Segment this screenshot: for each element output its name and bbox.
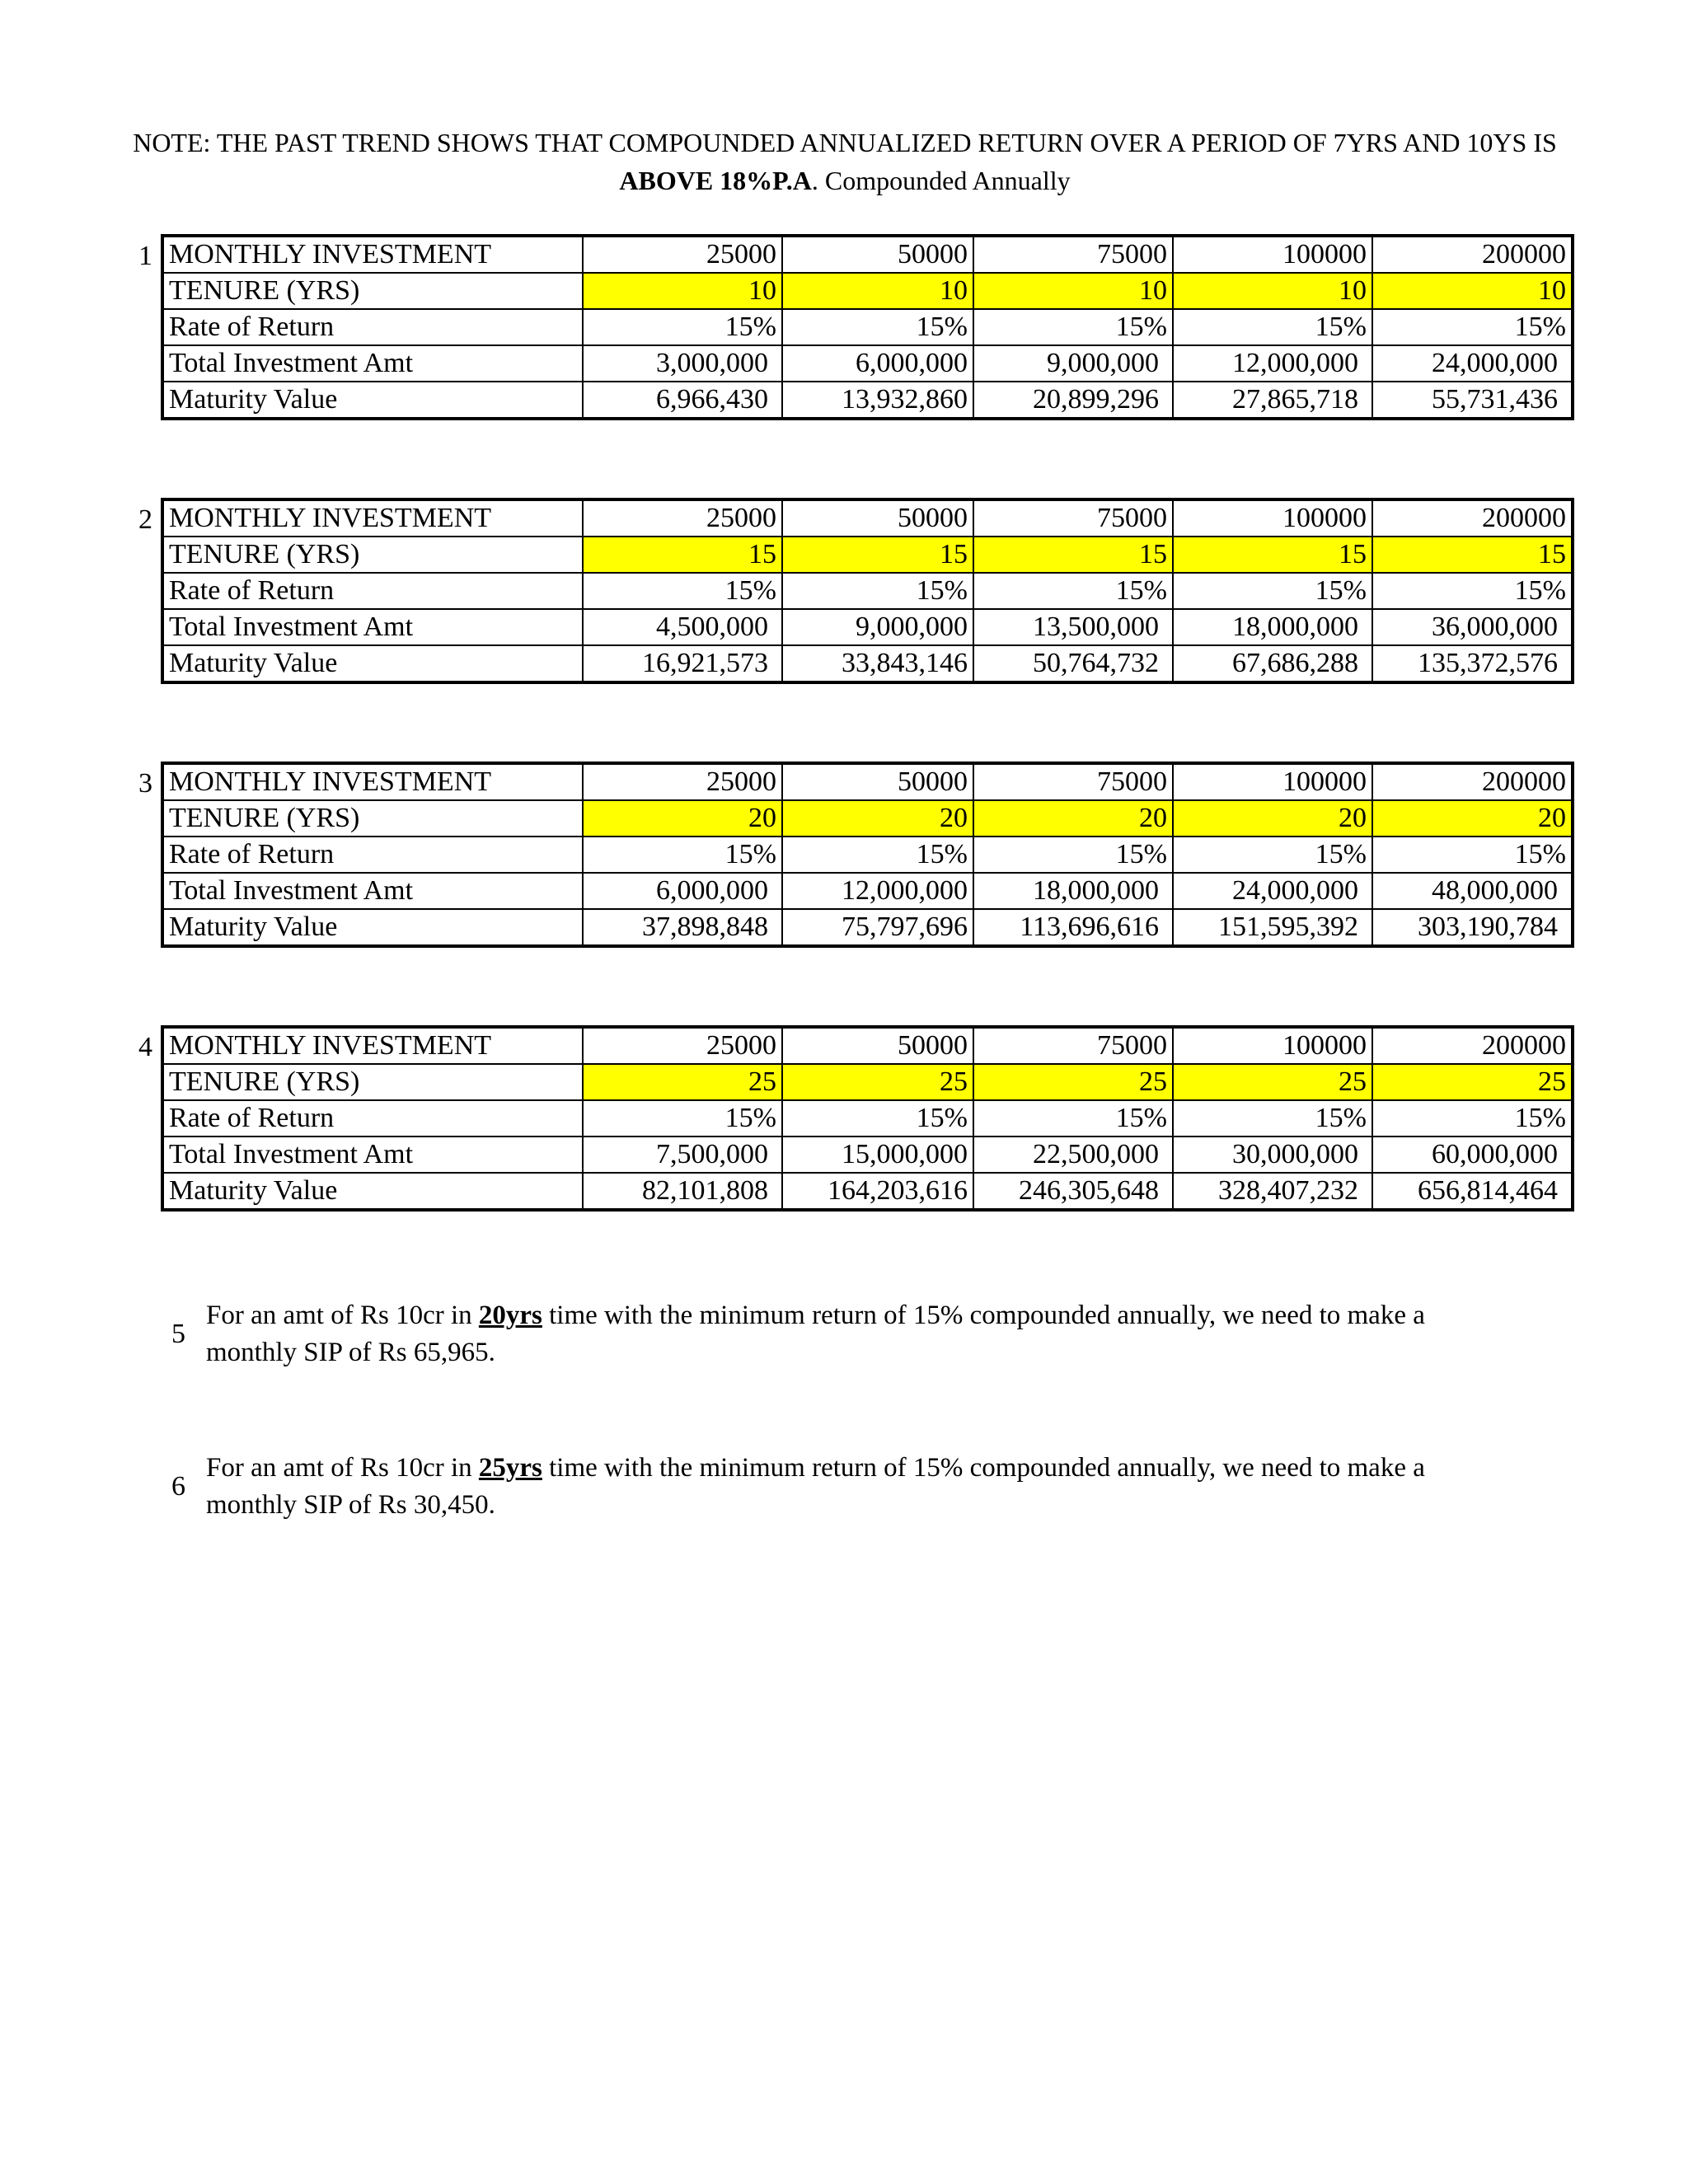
cell: 15% [973,573,1173,609]
cell: 15% [583,1100,782,1137]
row-label: Total Investment Amt [162,1137,583,1173]
cell: 60,000,000 [1372,1137,1573,1173]
cell: 9,000,000 [782,609,973,645]
cell: 200000 [1372,236,1573,273]
row-label: Total Investment Amt [162,345,583,382]
investment-table-1 [138,234,1574,420]
cell: 4,500,000 [583,609,782,645]
cell: 15 [782,537,973,573]
row-tenure [162,1064,1573,1100]
cell: 18,000,000 [1173,609,1372,645]
row-total-investment [162,1137,1573,1173]
row-rate-of-return [162,309,1573,345]
cell: 24,000,000 [1372,345,1573,382]
cell: 10 [583,273,782,309]
cell: 13,500,000 [973,609,1173,645]
row-label: Rate of Return [162,573,583,609]
cell: 135,372,576 [1372,645,1573,682]
para-text-after: time with the minimum return of 15% compounded annually, we need to make a monthly SIP of Rs 30,450. [206,1453,1425,1520]
cell: 75000 [973,499,1173,537]
row-label: Total Investment Amt [162,873,583,909]
cell: 15% [583,573,782,609]
row-rate-of-return [162,1100,1573,1137]
cell: 3,000,000 [583,345,782,382]
cell: 20 [973,800,1173,837]
cell: 30,000,000 [1173,1137,1372,1173]
cell: 50000 [782,1027,973,1064]
cell: 20 [782,800,973,837]
row-label: Total Investment Amt [162,609,583,645]
cell: 246,305,648 [973,1173,1173,1210]
cell: 25 [583,1064,782,1100]
cell: 10 [782,273,973,309]
cell: 10 [973,273,1173,309]
row-label: Maturity Value [162,909,583,946]
row-tenure [162,537,1573,573]
cell: 36,000,000 [1372,609,1573,645]
row-label: Rate of Return [162,309,583,345]
cell: 15% [1372,309,1573,345]
cell: 75000 [973,236,1173,273]
row-label: MONTHLY INVESTMENT [162,763,583,800]
cell: 24,000,000 [1173,873,1372,909]
cell: 15 [1372,537,1573,573]
cell: 25000 [583,236,782,273]
row-total-investment [162,609,1573,645]
cell: 15% [1173,837,1372,873]
cell: 15% [973,837,1173,873]
row-total-investment [162,873,1573,909]
cell: 20,899,296 [973,382,1173,419]
cell: 37,898,848 [583,909,782,946]
cell: 25000 [583,499,782,537]
cell: 55,731,436 [1372,382,1573,419]
row-label: TENURE (YRS) [162,273,583,309]
cell: 25000 [583,1027,782,1064]
cell: 15% [1372,1100,1573,1137]
para-number: 5 [171,1319,185,1349]
cell: 20 [583,800,782,837]
cell: 100000 [1173,499,1372,537]
row-label: TENURE (YRS) [162,1064,583,1100]
row-monthly-investment [162,763,1573,800]
cell: 25 [973,1064,1173,1100]
row-label: Rate of Return [162,1100,583,1137]
table-number: 4 [138,1032,152,1062]
cell: 82,101,808 [583,1173,782,1210]
cell: 12,000,000 [782,873,973,909]
row-label: TENURE (YRS) [162,537,583,573]
cell: 22,500,000 [973,1137,1173,1173]
table-number: 2 [138,504,152,535]
row-maturity-value [162,645,1573,682]
cell: 100000 [1173,1027,1372,1064]
cell: 48,000,000 [1372,873,1573,909]
para-text-before: For an amt of Rs 10cr in [206,1301,479,1330]
cell: 25 [1173,1064,1372,1100]
cell: 100000 [1173,763,1372,800]
investment-table-2 [138,498,1574,684]
cell: 75000 [973,763,1173,800]
cell: 25 [782,1064,973,1100]
investment-table-4 [138,1025,1574,1212]
sip-note-25yrs [171,1450,1442,1524]
row-maturity-value [162,1173,1573,1210]
cell: 15% [782,837,973,873]
cell: 15% [973,1100,1173,1137]
cell: 151,595,392 [1173,909,1372,946]
cell: 328,407,232 [1173,1173,1372,1210]
note-bold-text: ABOVE 18%P.A [619,166,812,195]
cell: 15% [1173,309,1372,345]
cell: 75,797,696 [782,909,973,946]
cell: 15% [1372,573,1573,609]
cell: 50,764,732 [973,645,1173,682]
row-rate-of-return [162,837,1573,873]
note-suffix: . Compounded Annually [811,166,1071,195]
cell: 15 [1173,537,1372,573]
cell: 9,000,000 [973,345,1173,382]
para-number: 6 [171,1471,185,1502]
cell: 15% [1372,837,1573,873]
cell: 27,865,718 [1173,382,1372,419]
cell: 13,932,860 [782,382,973,419]
cell: 75000 [973,1027,1173,1064]
cell: 7,500,000 [583,1137,782,1173]
row-monthly-investment [162,236,1573,273]
row-tenure [162,800,1573,837]
cell: 50000 [782,236,973,273]
cell: 656,814,464 [1372,1173,1573,1210]
row-label: MONTHLY INVESTMENT [162,236,583,273]
cell: 12,000,000 [1173,345,1372,382]
para-emphasis: 20yrs [478,1301,542,1330]
cell: 200000 [1372,499,1573,537]
row-maturity-value [162,382,1573,419]
cell: 18,000,000 [973,873,1173,909]
row-rate-of-return [162,573,1573,609]
row-maturity-value [162,909,1573,946]
cell: 15% [973,309,1173,345]
cell: 6,000,000 [583,873,782,909]
cell: 6,966,430 [583,382,782,419]
cell: 25 [1372,1064,1573,1100]
row-label: TENURE (YRS) [162,800,583,837]
cell: 67,686,288 [1173,645,1372,682]
row-label: Maturity Value [162,382,583,419]
cell: 15% [1173,1100,1372,1137]
para-emphasis: 25yrs [478,1453,542,1483]
para-text-after: time with the minimum return of 15% compounded annually, we need to make a monthly SIP of Rs 65,965. [206,1301,1425,1367]
row-label: Rate of Return [162,837,583,873]
row-label: MONTHLY INVESTMENT [162,1027,583,1064]
row-label: Maturity Value [162,1173,583,1210]
row-total-investment [162,345,1573,382]
cell: 200000 [1372,763,1573,800]
note-heading [124,124,1566,199]
row-monthly-investment [162,1027,1573,1064]
cell: 15,000,000 [782,1137,973,1173]
table-number: 1 [138,241,152,271]
row-label: Maturity Value [162,645,583,682]
cell: 20 [1173,800,1372,837]
cell: 15% [1173,573,1372,609]
cell: 25000 [583,763,782,800]
cell: 15% [782,309,973,345]
table-number: 3 [138,768,152,799]
cell: 113,696,616 [973,909,1173,946]
cell: 10 [1173,273,1372,309]
cell: 164,203,616 [782,1173,973,1210]
cell: 15% [782,573,973,609]
note-text: NOTE: THE PAST TREND SHOWS THAT COMPOUNDED ANNUALIZED RETURN OVER A PERIOD OF 7YRS AND 10YS IS [133,128,1557,157]
cell: 15 [583,537,782,573]
cell: 15% [583,309,782,345]
cell: 50000 [782,499,973,537]
cell: 33,843,146 [782,645,973,682]
cell: 50000 [782,763,973,800]
row-monthly-investment [162,499,1573,537]
row-tenure [162,273,1573,309]
cell: 6,000,000 [782,345,973,382]
cell: 20 [1372,800,1573,837]
cell: 100000 [1173,236,1372,273]
cell: 15 [973,537,1173,573]
cell: 303,190,784 [1372,909,1573,946]
para-text-before: For an amt of Rs 10cr in [206,1453,479,1483]
cell: 15% [782,1100,973,1137]
cell: 16,921,573 [583,645,782,682]
row-label: MONTHLY INVESTMENT [162,499,583,537]
investment-table-3 [138,762,1574,948]
cell: 10 [1372,273,1573,309]
cell: 15% [583,837,782,873]
sip-note-20yrs [171,1297,1442,1371]
cell: 200000 [1372,1027,1573,1064]
